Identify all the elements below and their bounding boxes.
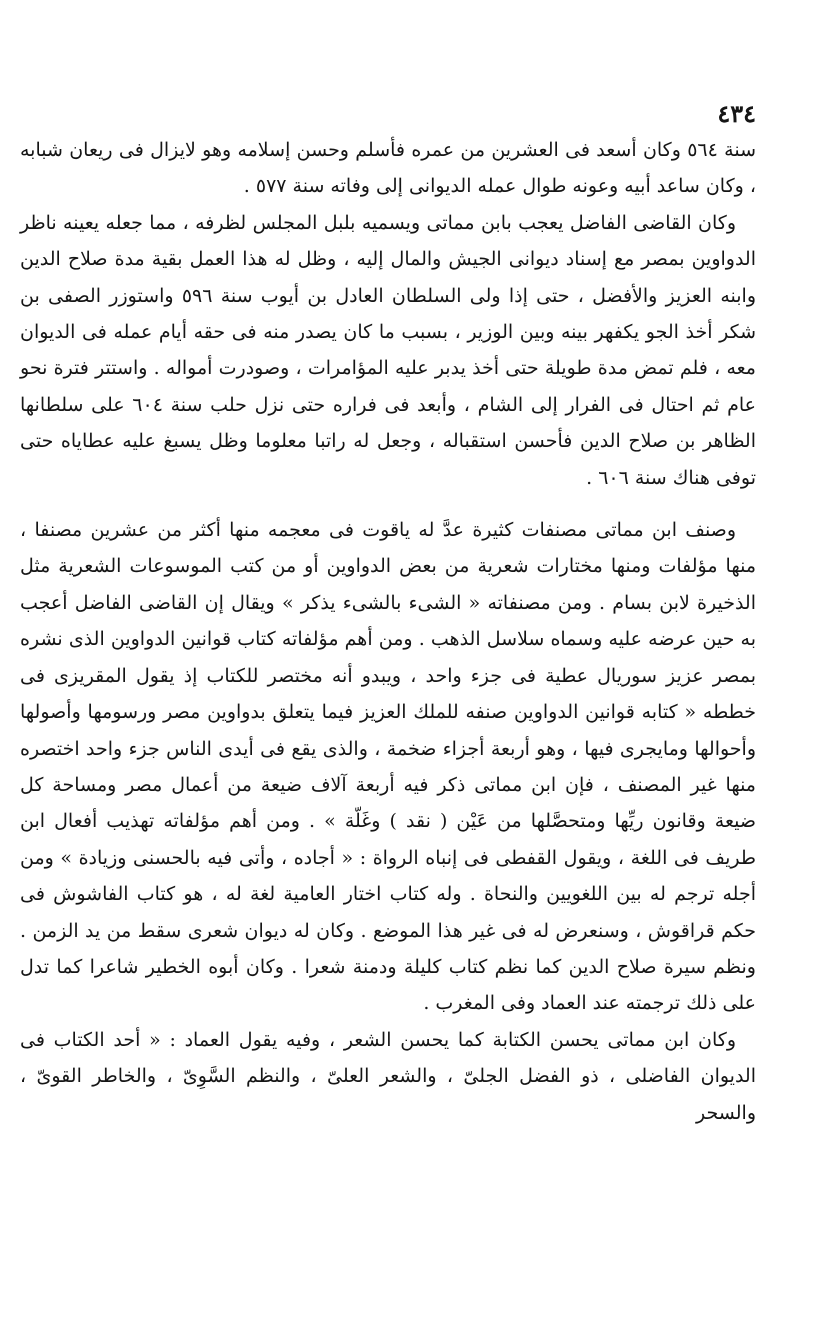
paragraph-1: سنة ٥٦٤ وكان أسعد فى العشرين من عمره فأسلم وحسن إسلامه وهو لايزال فى ريعان شبابه ، وكان ساعد أبيه وعونه طوال عمله الديوانى إلى وفاته سنة ٥٧٧ .: [20, 139, 756, 198]
paragraph-3: وصنف ابن مماتى مصنفات كثيرة عدَّ له ياقوت فى معجمه منها أكثر من عشرين مصنفا ، منها مؤلفات ومنها مختارات شعرية من بعض الدواوين أو من كتب الموسوعات الشعرية مثل الذخيرة لابن بسام . ومن مصنفاته « الشىء بالشىء يذكر » ويقال إن القاضى الفاضل أعجب به حين عرضه عليه وسماه سلاسل الذهب . ومن أهم مؤلفاته كتاب قوانين الدواوين الذى نشره بمصر عزيز سوريال عطية فى جزء واحد ، ويبدو أنه مختصر للكتاب إذ يقول المقريزى فى خططه « كتابه قوانين الدواوين صنفه للملك العزيز فيما يتعلق بدواوين مصر ورسومها وأصولها وأحوالها ومايجرى فيها ، وهو أربعة أجزاء ضخمة ، والذى يقع فى أيدى الناس جزء واحد اختصره منها غير المصنف ، فإن ابن مماتى ذكر فيه أربعة آلاف ضيعة من أعمال مصر ومساحة كل ضيعة وقانون ريِّها ومتحصَّلها من عَيْن ( نقد ) وغَلّة » . ومن أهم مؤلفاته تهذيب أفعال ابن طريف فى اللغة ، ويقول القفطى فى إنباه الرواة : « أجاده ، وأتى فيه بالحسنى وزيادة » ومن أجله ترجم له بين اللغويين والنحاة . وله كتاب اختار العامية لغة له ، هو كتاب الفاشوش فى حكم قراقوش ، وسنعرض له فى غير هذا الموضع . وكان له ديوان شعرى سقط من يد الزمن . ونظم سيرة صلاح الدين كما نظم كتاب كليلة ودمنة شعرا . وكان أبوه الخطير شاعرا كما تدل على ذلك ترجمته عند العماد وفى المغرب .: [20, 519, 756, 1015]
paragraph-4: وكان ابن مماتى يحسن الكتابة كما يحسن الشعر ، وفيه يقول العماد : « أحد الكتاب فى الديوان الفاضلى ، ذو الفضل الجلىّ ، والشعر العلىّ ، والنظم السَّوِىّ ، والخاطر القوىّ ، والسحر: [20, 1028, 756, 1124]
page-number: ٤٣٤: [717, 99, 756, 128]
body-text: [20, 132, 756, 1131]
paragraph-2: وكان القاضى الفاضل يعجب بابن مماتى ويسميه بلبل المجلس لظرفه ، مما جعله يعينه ناظر الدواوين بمصر مع إسناد ديوانى الجيش والمال إليه ، وظل له هذا العمل بقية مدة صلاح الدين وابنه العزيز والأفضل ، حتى إذا ولى السلطان العادل بن أيوب سنة ٥٩٦ واستوزر الصفى بن شكر أخذ الجو يكفهر بينه وبين الوزير ، بسبب ما كان يصدر منه فى حقه أيام عمله فى الديوان معه ، فلم تمض مدة طويلة حتى أخذ يدبر عليه المؤامرات ، وصودرت أمواله . واستتر فترة نحو عام ثم احتال فى الفرار إلى الشام ، وأبعد فى فراره حتى نزل حلب سنة ٦٠٤ على سلطانها الظاهر بن صلاح الدين فأحسن استقباله ، وجعل له راتبا معلوما وظل يسبغ عليه عطاياه حتى توفى هناك سنة ٦٠٦ .: [20, 211, 757, 489]
